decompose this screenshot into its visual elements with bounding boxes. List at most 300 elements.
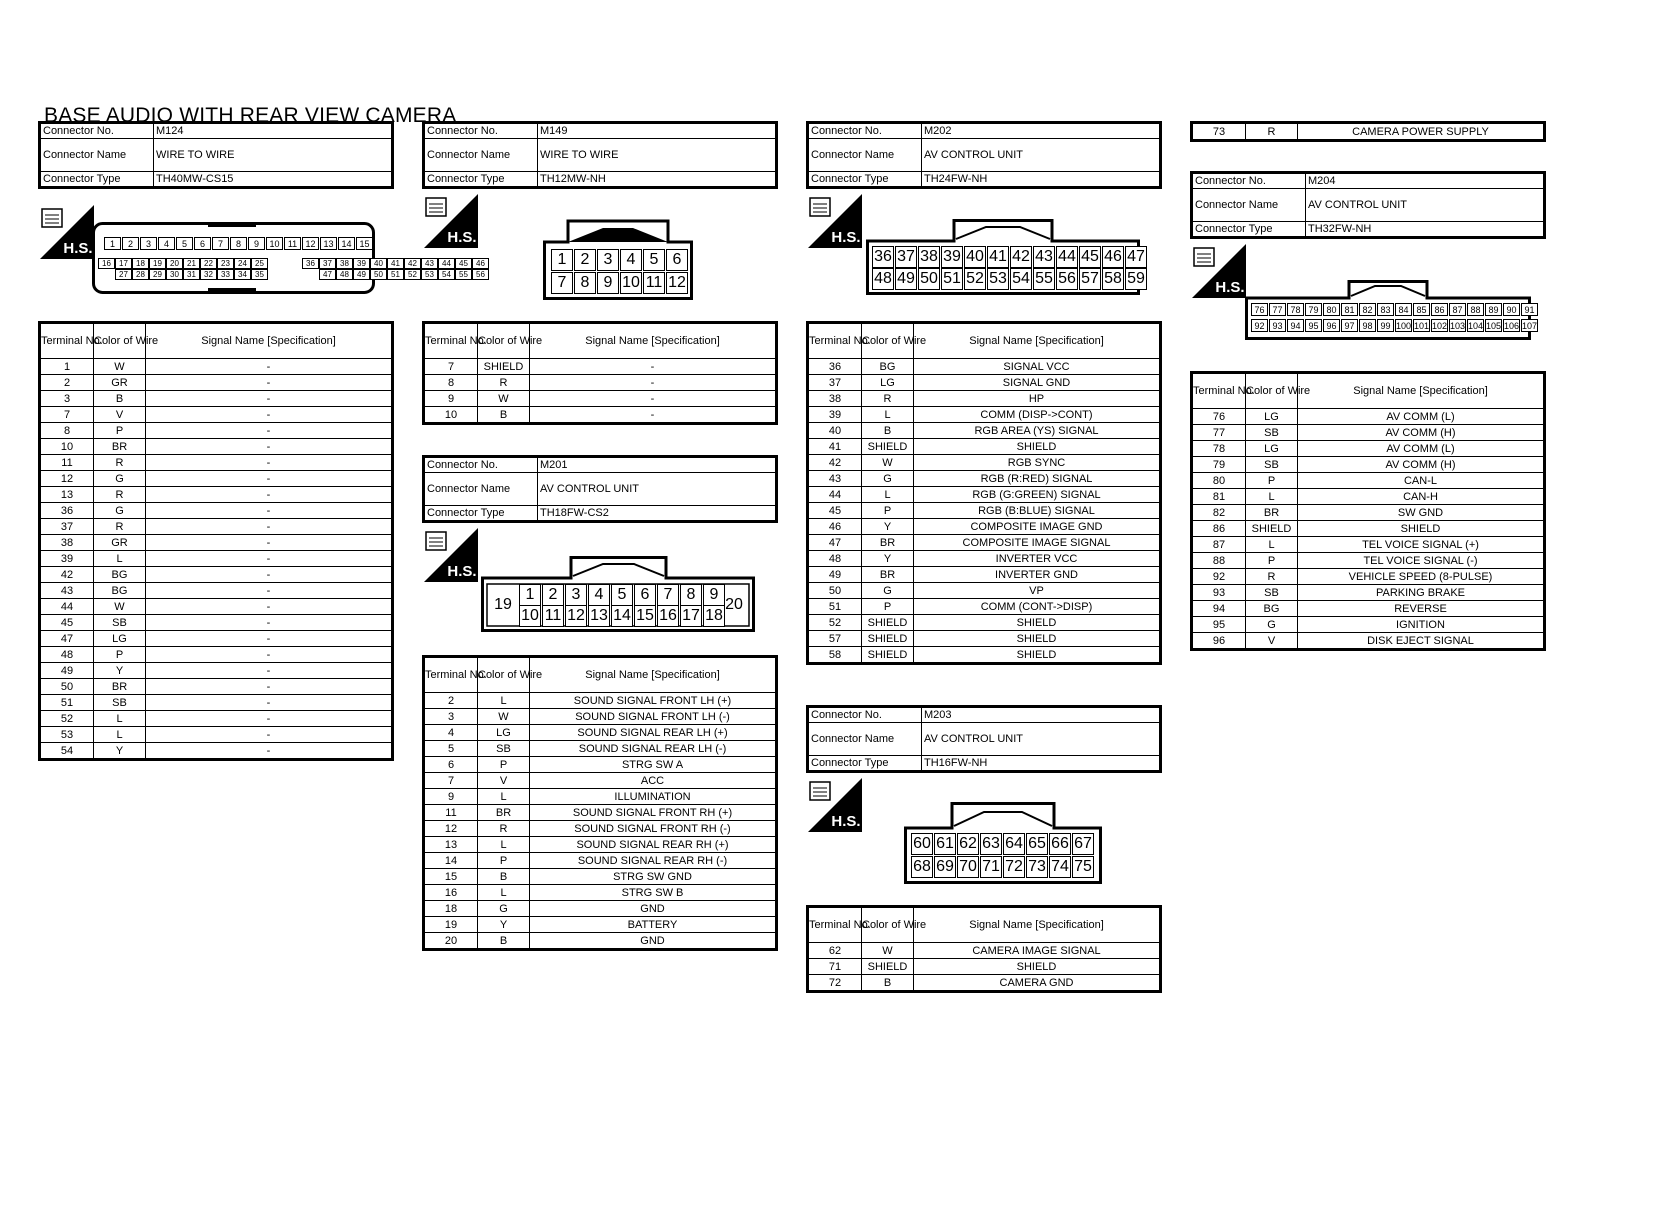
wire-color-cell: R — [478, 821, 530, 837]
signal-name-cell: - — [146, 695, 393, 711]
wire-color-cell: B — [478, 869, 530, 885]
connector-pin: 12 — [565, 605, 587, 627]
hs-icon — [808, 778, 862, 832]
connector-type-label: Connector Type — [424, 172, 538, 188]
connector-pin: 84 — [1395, 303, 1412, 316]
terminal-no-cell: 50 — [808, 583, 862, 599]
connector-pin: 23 — [217, 258, 234, 269]
connector-pin: 6 — [194, 237, 211, 250]
terminal-no-header: Terminal No. — [40, 323, 94, 359]
connector-diagram-m202 — [866, 219, 1145, 295]
connector-pin: 41 — [987, 246, 1009, 268]
pin-row-top — [519, 584, 726, 606]
connector-pin: 7 — [657, 584, 679, 606]
signal-name-cell: CAMERA GND — [914, 975, 1161, 992]
wire-color-cell: L — [478, 837, 530, 853]
table-row — [424, 391, 777, 407]
connector-name-label: Connector Name — [40, 139, 154, 172]
wire-color-cell: GR — [94, 535, 146, 551]
connector-pin: 88 — [1467, 303, 1484, 316]
wire-color-cell: G — [862, 471, 914, 487]
table-row — [40, 519, 393, 535]
color-of-wire-header: Color of Wire — [478, 657, 530, 693]
connector-pin: 16 — [657, 605, 679, 627]
signal-name-cell: CAN-L — [1298, 473, 1545, 489]
wire-color-cell: G — [478, 901, 530, 917]
connector-pin: 69 — [934, 856, 956, 878]
wire-color-cell: Y — [862, 551, 914, 567]
wire-color-cell: SB — [94, 695, 146, 711]
connector-pin: 49 — [895, 268, 917, 290]
signal-name-cell: SHIELD — [1298, 521, 1545, 537]
connector-pin: 44 — [438, 258, 455, 269]
connector-pin: 73 — [1026, 856, 1048, 878]
connector-pin: 49 — [353, 269, 370, 280]
connector-pin: 67 — [1072, 833, 1094, 855]
wire-color-cell: SHIELD — [862, 615, 914, 631]
connector-name-value: WIRE TO WIRE — [538, 139, 777, 172]
wire-color-cell: L — [862, 407, 914, 423]
table-row — [40, 359, 393, 375]
connector-pin: 9 — [597, 272, 619, 294]
wire-color-cell: W — [478, 709, 530, 725]
connector-pin: 32 — [200, 269, 217, 280]
connector-pin: 43 — [421, 258, 438, 269]
connector-pin: 29 — [149, 269, 166, 280]
signal-name-cell: SHIELD — [914, 647, 1161, 664]
table-row — [808, 943, 1161, 959]
table-row — [424, 741, 777, 757]
wire-color-cell: G — [862, 583, 914, 599]
wire-color-cell: LG — [1246, 441, 1298, 457]
table-row — [40, 503, 393, 519]
terminal-no-cell: 51 — [808, 599, 862, 615]
terminal-table-m149 — [422, 321, 778, 425]
connector-pin: 65 — [1026, 833, 1048, 855]
connector-pin: 40 — [370, 258, 387, 269]
connector-pin: 35 — [251, 269, 268, 280]
wire-color-cell: P — [94, 423, 146, 439]
terminal-no-cell: 87 — [1192, 537, 1246, 553]
connector-pin — [98, 269, 115, 280]
terminal-no-cell: 10 — [40, 439, 94, 455]
connector-pin: 56 — [1056, 268, 1078, 290]
signal-name-cell: IGNITION — [1298, 617, 1545, 633]
terminal-no-cell: 44 — [808, 487, 862, 503]
connector-pin — [285, 269, 302, 280]
signal-name-header: Signal Name [Specification] — [914, 323, 1161, 359]
wire-color-cell: P — [478, 853, 530, 869]
connector-pin: 5 — [611, 584, 633, 606]
signal-name-cell: COMPOSITE IMAGE GND — [914, 519, 1161, 535]
connector-pin: 94 — [1287, 319, 1304, 332]
connector-name-label: Connector Name — [424, 473, 538, 506]
wire-color-cell: G — [1246, 617, 1298, 633]
terminal-no-cell: 3 — [424, 709, 478, 725]
terminal-no-cell: 5 — [424, 741, 478, 757]
table-row — [424, 407, 777, 424]
signal-name-cell: CAMERA POWER SUPPLY — [1298, 123, 1545, 141]
table-row — [1192, 601, 1545, 617]
color-of-wire-header: Color of Wire — [1246, 373, 1298, 409]
terminal-no-cell: 51 — [40, 695, 94, 711]
table-row — [424, 853, 777, 869]
terminal-no-cell: 50 — [40, 679, 94, 695]
signal-name-cell: - — [146, 679, 393, 695]
pin-20: 20 — [725, 596, 743, 613]
connector-info-m203 — [806, 705, 1162, 773]
connector-name-value: AV CONTROL UNIT — [922, 139, 1161, 172]
pin-row-top — [872, 246, 1148, 268]
hs-icon — [424, 194, 478, 248]
connector-pin: 11 — [643, 272, 665, 294]
wire-color-cell: SHIELD — [862, 631, 914, 647]
terminal-table-m202 — [806, 321, 1162, 665]
wire-color-cell: W — [862, 455, 914, 471]
table-row — [1192, 489, 1545, 505]
hs-icon — [1192, 244, 1246, 298]
connector-pin: 1 — [519, 584, 541, 606]
connector-pin: 61 — [934, 833, 956, 855]
wire-color-cell: R — [862, 391, 914, 407]
terminal-no-cell: 15 — [424, 869, 478, 885]
terminal-no-cell: 2 — [40, 375, 94, 391]
pin-row-bottom — [519, 605, 726, 627]
signal-name-cell: COMM (CONT->DISP) — [914, 599, 1161, 615]
pin-row-bottom — [551, 272, 689, 294]
connector-pin: 103 — [1449, 320, 1466, 331]
signal-name-cell: - — [146, 535, 393, 551]
wire-color-cell: L — [94, 711, 146, 727]
connector-pin: 8 — [230, 237, 247, 250]
terminal-no-cell: 13 — [424, 837, 478, 853]
signal-name-cell: RGB (B:BLUE) SIGNAL — [914, 503, 1161, 519]
signal-name-cell: - — [146, 647, 393, 663]
hs-icon — [808, 194, 862, 248]
terminal-no-header: Terminal No. — [424, 323, 478, 359]
table-row — [424, 725, 777, 741]
wire-color-cell: LG — [1246, 409, 1298, 425]
table-row — [424, 885, 777, 901]
connector-info-m124 — [38, 121, 394, 189]
connector-pin: 78 — [1287, 303, 1304, 316]
table-row — [40, 599, 393, 615]
signal-name-cell: - — [146, 551, 393, 567]
terminal-no-header: Terminal No. — [808, 323, 862, 359]
signal-name-cell: - — [146, 711, 393, 727]
terminal-no-cell: 2 — [424, 693, 478, 709]
table-row — [1192, 425, 1545, 441]
connector-name-label: Connector Name — [1192, 189, 1306, 222]
connector-pin: 96 — [1323, 319, 1340, 332]
connector-pin: 57 — [1079, 268, 1101, 290]
table-row — [1192, 473, 1545, 489]
terminal-no-cell: 78 — [1192, 441, 1246, 457]
terminal-no-cell: 92 — [1192, 569, 1246, 585]
table-row — [424, 757, 777, 773]
signal-name-cell: CAMERA IMAGE SIGNAL — [914, 943, 1161, 959]
wire-color-cell: R — [94, 487, 146, 503]
table-row — [808, 599, 1161, 615]
wire-color-cell: SB — [1246, 457, 1298, 473]
terminal-no-cell: 38 — [808, 391, 862, 407]
table-row — [424, 709, 777, 725]
wire-color-cell: G — [94, 503, 146, 519]
wire-color-cell: Y — [478, 917, 530, 933]
terminal-no-cell: 48 — [40, 647, 94, 663]
terminal-no-cell: 3 — [40, 391, 94, 407]
connector-pin: 95 — [1305, 319, 1322, 332]
connector-pin — [268, 269, 285, 280]
terminal-table-m203 — [806, 905, 1162, 993]
signal-name-cell: STRG SW B — [530, 885, 777, 901]
connector-pin: 83 — [1377, 303, 1394, 316]
table-row — [1192, 441, 1545, 457]
connector-pin: 10 — [266, 237, 283, 250]
connector-pin: 50 — [370, 269, 387, 280]
connector-pin: 14 — [338, 237, 355, 250]
connector-type-value: TH16FW-NH — [922, 756, 1161, 772]
table-row — [40, 375, 393, 391]
connector-pin: 18 — [703, 605, 725, 627]
table-row — [808, 375, 1161, 391]
table-row — [424, 821, 777, 837]
table-row — [424, 805, 777, 821]
signal-name-header: Signal Name [Specification] — [146, 323, 393, 359]
connector-pin: 42 — [1010, 246, 1032, 268]
table-row — [40, 423, 393, 439]
wire-color-cell: L — [94, 727, 146, 743]
table-row — [1192, 537, 1545, 553]
table-row — [424, 917, 777, 933]
wire-color-cell: B — [862, 423, 914, 439]
connector-pin: 51 — [941, 268, 963, 290]
connector-pin: 13 — [588, 605, 610, 627]
connector-diagram-m204 — [1245, 280, 1538, 340]
pin-row-bottom — [872, 268, 1148, 290]
signal-name-cell: SHIELD — [914, 959, 1161, 975]
connector-pin: 44 — [1056, 246, 1078, 268]
pin-row-top — [911, 833, 1095, 855]
signal-name-cell: SHIELD — [914, 631, 1161, 647]
pin-row-bottom — [98, 269, 489, 280]
terminal-no-cell: 45 — [808, 503, 862, 519]
terminal-no-cell: 8 — [40, 423, 94, 439]
terminal-no-cell: 81 — [1192, 489, 1246, 505]
connector-pin: 6 — [634, 584, 656, 606]
table-row — [40, 567, 393, 583]
connector-pin: 79 — [1305, 303, 1322, 316]
signal-name-cell: - — [530, 407, 777, 424]
connector-pin: 40 — [964, 246, 986, 268]
terminal-no-cell: 48 — [808, 551, 862, 567]
terminal-no-cell: 58 — [808, 647, 862, 664]
wire-color-cell: BR — [862, 535, 914, 551]
connector-pin: 106 — [1503, 320, 1520, 331]
terminal-no-cell: 80 — [1192, 473, 1246, 489]
table-row — [424, 837, 777, 853]
wire-color-cell: LG — [862, 375, 914, 391]
color-of-wire-header: Color of Wire — [94, 323, 146, 359]
page-title: BASE AUDIO WITH REAR VIEW CAMERA — [44, 104, 457, 127]
connector-pin: 80 — [1323, 303, 1340, 316]
wire-color-cell: W — [94, 359, 146, 375]
signal-name-cell: - — [530, 375, 777, 391]
table-row — [40, 455, 393, 471]
connector-pin: 9 — [248, 237, 265, 250]
connector-pin: 85 — [1413, 303, 1430, 316]
connector-pin: 100 — [1395, 320, 1412, 331]
terminal-no-cell: 79 — [1192, 457, 1246, 473]
connector-pin: 42 — [404, 258, 421, 269]
terminal-no-cell: 86 — [1192, 521, 1246, 537]
connector-name-label: Connector Name — [808, 723, 922, 756]
connector-pin: 12 — [302, 237, 319, 250]
connector-no-label: Connector No. — [424, 123, 538, 139]
wire-color-cell: R — [94, 519, 146, 535]
connector-pin: 66 — [1049, 833, 1071, 855]
wire-color-cell: L — [478, 789, 530, 805]
wire-color-cell: BR — [478, 805, 530, 821]
connector-pin: 102 — [1431, 320, 1448, 331]
wire-color-cell: LG — [478, 725, 530, 741]
table-row — [808, 407, 1161, 423]
signal-name-cell: - — [146, 391, 393, 407]
connector-pin: 19 — [149, 258, 166, 269]
terminal-no-cell: 1 — [40, 359, 94, 375]
connector-info-m204 — [1190, 171, 1546, 239]
signal-name-cell: - — [146, 519, 393, 535]
table-row — [40, 391, 393, 407]
wire-color-cell: BG — [862, 359, 914, 375]
connector-no-value: M149 — [538, 123, 777, 139]
connector-pin: 48 — [336, 269, 353, 280]
signal-name-cell: RGB SYNC — [914, 455, 1161, 471]
wire-color-cell: W — [478, 391, 530, 407]
color-of-wire-header: Color of Wire — [862, 323, 914, 359]
connector-type-label: Connector Type — [1192, 222, 1306, 238]
wire-color-cell: SB — [478, 741, 530, 757]
connector-name-value: WIRE TO WIRE — [154, 139, 393, 172]
hs-label: H.S. — [63, 240, 93, 257]
signal-name-cell: ACC — [530, 773, 777, 789]
terminal-no-cell: 38 — [40, 535, 94, 551]
connector-pin: 11 — [542, 605, 564, 627]
table-row — [1192, 569, 1545, 585]
terminal-no-cell: 39 — [808, 407, 862, 423]
connector-pin — [268, 258, 285, 269]
wire-color-cell: SB — [1246, 425, 1298, 441]
hs-label: H.S. — [1215, 279, 1245, 296]
connector-pin: 97 — [1341, 319, 1358, 332]
connector-pin: 14 — [611, 605, 633, 627]
table-row — [1192, 633, 1545, 650]
connector-pin: 105 — [1485, 320, 1502, 331]
table-row — [808, 615, 1161, 631]
connector-pin: 30 — [166, 269, 183, 280]
table-row — [808, 647, 1161, 664]
wire-color-cell: R — [94, 455, 146, 471]
connector-pin: 27 — [115, 269, 132, 280]
signal-name-cell: - — [146, 471, 393, 487]
wire-color-cell: Y — [94, 743, 146, 760]
signal-name-cell: AV COMM (H) — [1298, 425, 1545, 441]
terminal-no-header: Terminal No. — [1192, 373, 1246, 409]
connector-type-label: Connector Type — [808, 172, 922, 188]
wire-color-cell: L — [478, 693, 530, 709]
hs-label: H.S. — [447, 229, 477, 246]
connector-pin: 62 — [957, 833, 979, 855]
wire-color-cell: SHIELD — [862, 647, 914, 664]
signal-name-cell: - — [146, 359, 393, 375]
connector-name-value: AV CONTROL UNIT — [922, 723, 1161, 756]
signal-name-cell: SIGNAL VCC — [914, 359, 1161, 375]
table-row — [424, 869, 777, 885]
connector-pin: 1 — [104, 237, 121, 250]
connector-pin: 4 — [158, 237, 175, 250]
table-row — [808, 583, 1161, 599]
table-row — [1192, 617, 1545, 633]
terminal-no-header: Terminal No. — [808, 907, 862, 943]
table-row — [40, 487, 393, 503]
connector-pin: 17 — [680, 605, 702, 627]
signal-name-cell: TEL VOICE SIGNAL (-) — [1298, 553, 1545, 569]
connector-pin: 20 — [166, 258, 183, 269]
signal-name-cell: - — [146, 599, 393, 615]
wire-color-cell: V — [94, 407, 146, 423]
signal-name-cell: SHIELD — [914, 615, 1161, 631]
wire-color-cell: P — [862, 503, 914, 519]
connector-pin: 76 — [1251, 303, 1268, 316]
table-row — [1192, 505, 1545, 521]
connector-pin: 36 — [872, 246, 894, 268]
hs-label: H.S. — [447, 563, 477, 580]
connector-pin: 5 — [176, 237, 193, 250]
table-row — [40, 535, 393, 551]
wire-color-cell: SHIELD — [862, 439, 914, 455]
connector-diagram-m203 — [904, 802, 1102, 884]
terminal-no-cell: 49 — [40, 663, 94, 679]
wire-color-cell: B — [478, 407, 530, 424]
signal-name-cell: - — [146, 455, 393, 471]
connector-no-label: Connector No. — [1192, 173, 1306, 189]
table-row — [1192, 123, 1545, 141]
signal-name-cell: - — [530, 391, 777, 407]
signal-name-cell: GND — [530, 933, 777, 950]
signal-name-cell: HP — [914, 391, 1161, 407]
hs-label: H.S. — [831, 813, 861, 830]
connector-pin: 55 — [1033, 268, 1055, 290]
connector-pin: 101 — [1413, 320, 1430, 331]
table-row — [40, 407, 393, 423]
wire-color-cell: L — [1246, 489, 1298, 505]
connector-type-label: Connector Type — [424, 506, 538, 522]
connector-type-value: TH24FW-NH — [922, 172, 1161, 188]
terminal-no-cell: 42 — [40, 567, 94, 583]
connector-pin: 4 — [620, 249, 642, 271]
signal-name-cell: - — [146, 567, 393, 583]
terminal-no-cell: 72 — [808, 975, 862, 992]
table-row — [424, 789, 777, 805]
table-row — [808, 519, 1161, 535]
connector-type-value: TH40MW-CS15 — [154, 172, 393, 188]
signal-name-cell: - — [146, 439, 393, 455]
wire-color-cell: V — [1246, 633, 1298, 650]
table-row — [808, 439, 1161, 455]
table-row — [808, 551, 1161, 567]
connector-pin: 63 — [980, 833, 1002, 855]
signal-name-cell: - — [146, 663, 393, 679]
